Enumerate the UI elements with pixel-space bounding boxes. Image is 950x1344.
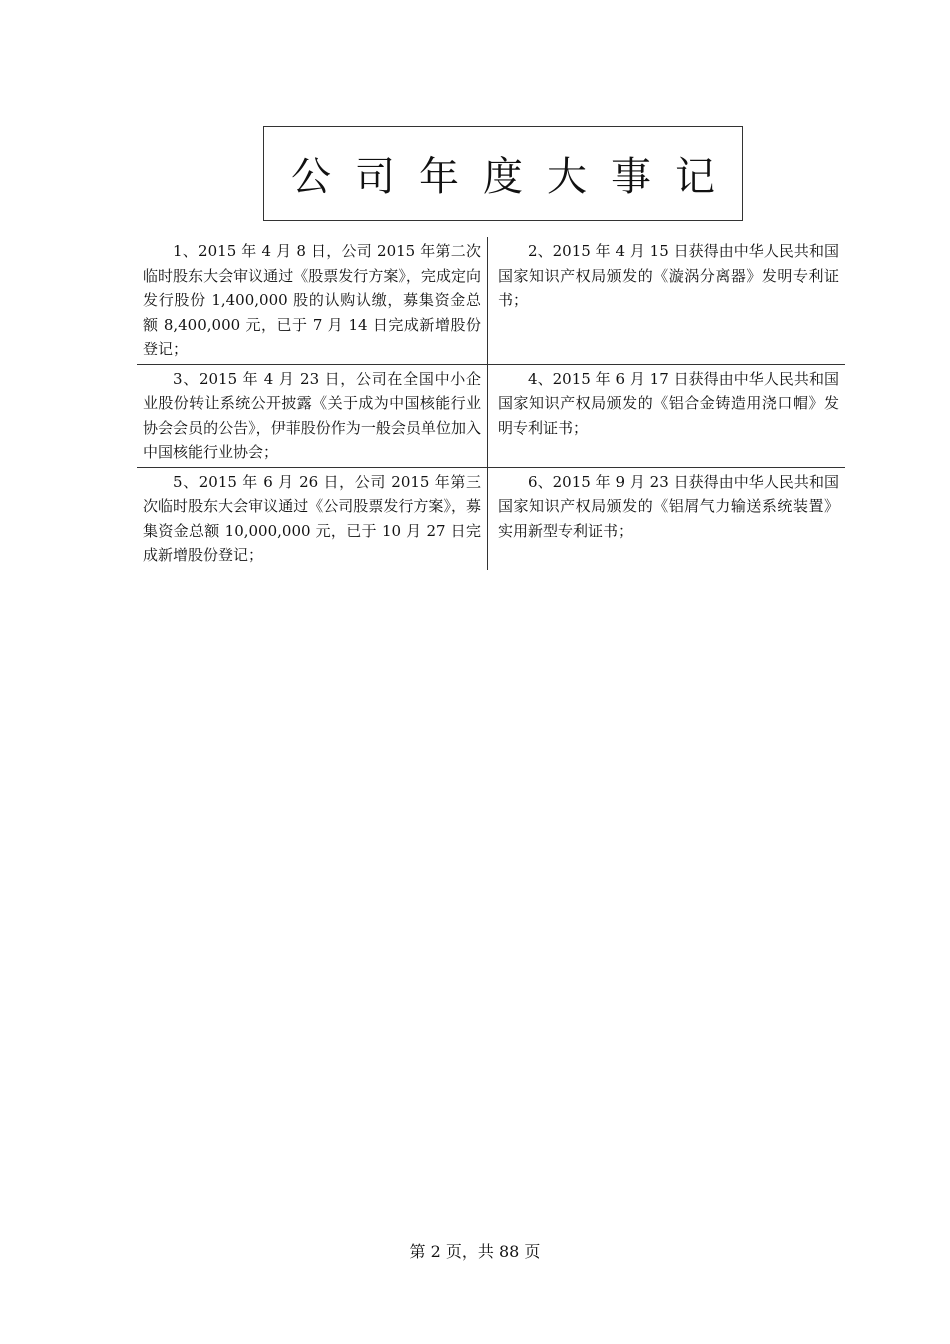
event-cell bbox=[137, 467, 488, 570]
event-cell bbox=[488, 467, 846, 570]
event-cell bbox=[488, 364, 846, 467]
title-box bbox=[263, 126, 743, 221]
table-row bbox=[137, 237, 845, 364]
event-cell bbox=[488, 237, 846, 364]
events-table bbox=[137, 237, 845, 570]
event-cell bbox=[137, 237, 488, 364]
event-cell bbox=[137, 364, 488, 467]
event-text: 6、2015 年 9 月 23 日获得由中华人民共和国国家知识产权局颁发的《铝屑气力输送系统装置》实用新型专利证书； bbox=[498, 472, 839, 540]
table-row bbox=[137, 364, 845, 467]
page-title: 公司年度大事记 bbox=[291, 154, 739, 200]
event-text: 4、2015 年 6 月 17 日获得由中华人民共和国国家知识产权局颁发的《铝合金铸造用浇口帽》发明专利证书； bbox=[498, 369, 839, 437]
page-footer: 第 2 页，共 88 页 bbox=[409, 1242, 541, 1261]
event-text: 1、2015 年 4 月 8 日，公司 2015 年第二次临时股东大会审议通过《股票发行方案》，完成定向发行股份 1,400,000 股的认购认缴，募集资金总额 8,400,000 元，已于 7 月 14 日完成新增股份登记； bbox=[143, 242, 481, 358]
event-text: 5、2015 年 6 月 26 日，公司 2015 年第三次临时股东大会审议通过《公司股票发行方案》，募集资金总额 10,000,000 元，已于 10 月 27 日完成新增股份登记； bbox=[143, 472, 481, 564]
event-text: 2、2015 年 4 月 15 日获得由中华人民共和国国家知识产权局颁发的《漩涡分离器》发明专利证书； bbox=[498, 242, 839, 309]
event-text: 3、2015 年 4 月 23 日，公司在全国中小企业股份转让系统公开披露《关于成为中国核能行业协会会员的公告》，伊菲股份作为一般会员单位加入中国核能行业协会； bbox=[143, 369, 481, 461]
table-row bbox=[137, 467, 845, 570]
